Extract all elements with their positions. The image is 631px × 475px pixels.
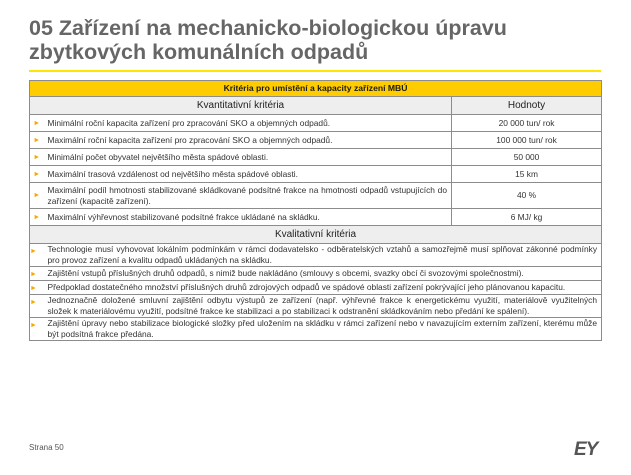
bullet-icon: ► (30, 267, 44, 281)
table-header-row (30, 81, 602, 97)
qualitative-criterion: Zajištění vstupů příslušných druhů odpadů, s nimiž bude nakládáno (smlouvy s obcemi, svazky obcí či svozovými společnostmi). (44, 267, 602, 281)
criterion-value: 15 km (452, 166, 602, 183)
table-title: Kritéria pro umístění a kapacity zařízení MBÚ (30, 81, 602, 97)
bullet-icon: ► (30, 318, 44, 341)
qual-header-row (30, 226, 602, 244)
table-row (30, 166, 602, 183)
criterion-value: 100 000 tun/ rok (452, 132, 602, 149)
criterion-text: Minimální počet obyvatel největšího města spádové oblasti. (44, 149, 452, 166)
table-row (30, 244, 602, 267)
page-number: Strana 50 (29, 443, 64, 452)
criterion-value: 6 MJ/ kg (452, 209, 602, 226)
bullet-icon: ► (30, 183, 44, 209)
table-row (30, 281, 602, 295)
quant-header: Kvantitativní kritéria (30, 97, 452, 115)
qualitative-criterion: Technologie musí vyhovovat lokálním podmínkám v rámci dodavatelsko - odběratelských vztahů a samozřejmě musí splňovat zákonné podmínky pro provoz zařízení a kvalitu odpadů ukládaných na skládku. (44, 244, 602, 267)
criterion-value: 50 000 (452, 149, 602, 166)
table-row (30, 183, 602, 209)
criterion-value: 20 000 tun/ rok (452, 115, 602, 132)
bullet-icon: ► (30, 115, 44, 132)
page-title: 05 Zařízení na mechanicko-biologickou úpravu zbytkových komunálních odpadů (29, 16, 507, 64)
table-row (30, 115, 602, 132)
table-row (30, 209, 602, 226)
criterion-text: Maximální roční kapacita zařízení pro zpracování SKO a objemných odpadů. (44, 132, 452, 149)
bullet-icon: ► (30, 132, 44, 149)
table-row (30, 295, 602, 318)
criteria-table (29, 80, 602, 341)
quant-header-row (30, 97, 602, 115)
bullet-icon: ► (30, 295, 44, 318)
table-row (30, 267, 602, 281)
qual-header: Kvalitativní kritéria (30, 226, 602, 244)
table-row (30, 132, 602, 149)
values-header: Hodnoty (452, 97, 602, 115)
criterion-text: Maximální trasová vzdálenost od největšího města spádové oblasti. (44, 166, 452, 183)
bullet-icon: ► (30, 149, 44, 166)
criterion-value: 40 % (452, 183, 602, 209)
bullet-icon: ► (30, 209, 44, 226)
qualitative-criterion: Jednoznačně doložené smluvní zajištění odbytu výstupů ze zařízení (např. výhřevné frakce k energetickému využití, materiálově využitelných složek k materiálovému využití, podsítné frakce ke stabilizaci a po stabilizaci k odstranění skládkováním nebo předání ke spálení). (44, 295, 602, 318)
bullet-icon: ► (30, 244, 44, 267)
criterion-text: Maximální výhřevnost stabilizované podsítné frakce ukládané na skládku. (44, 209, 452, 226)
table-row (30, 318, 602, 341)
qualitative-criterion: Předpoklad dostatečného množství příslušných druhů zdrojových odpadů ve spádové oblasti zařízení pokrývající jeho plánovanou kapacitu. (44, 281, 602, 295)
ey-logo: EY (574, 439, 598, 460)
criterion-text: Maximální podíl hmotnosti stabilizované skládkované podsítné frakce na hmotnosti odpadů vstupujících do zařízení (kapacitě zařízení). (44, 183, 452, 209)
title-underline (29, 70, 601, 72)
bullet-icon: ► (30, 166, 44, 183)
table-row (30, 149, 602, 166)
bullet-icon: ► (30, 281, 44, 295)
criterion-text: Minimální roční kapacita zařízení pro zpracování SKO a objemných odpadů. (44, 115, 452, 132)
qualitative-criterion: Zajištění úpravy nebo stabilizace biologické složky před uložením na skládku v rámci zařízení nebo v navazujícím externím zařízení, kterému může být podsítná frakce předána. (44, 318, 602, 341)
